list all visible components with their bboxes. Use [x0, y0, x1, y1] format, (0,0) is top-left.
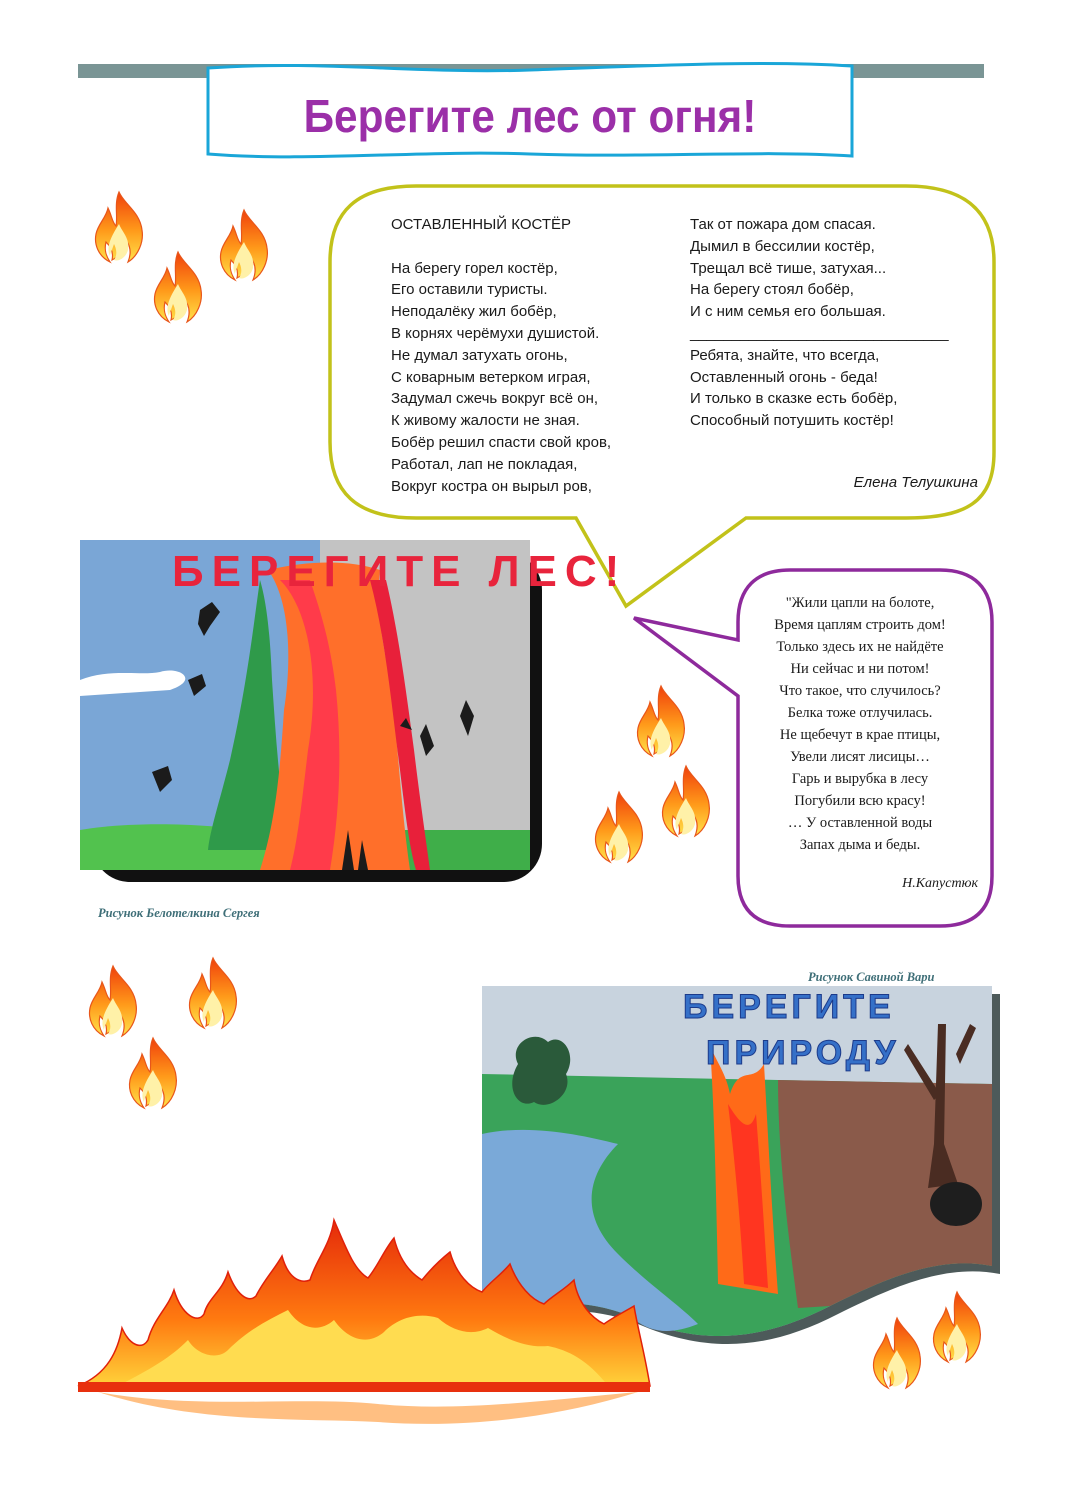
poem-line: К живому жалости не зная.: [391, 412, 580, 430]
poem-line: На берегу горел костёр,: [391, 259, 558, 277]
flame-icon: [655, 764, 717, 842]
poem-line: Трещал всё тише, затухая...: [690, 259, 887, 277]
flame-icon: [588, 790, 650, 868]
page-title: Берегите лес от огня!: [303, 90, 757, 142]
poem-line: И только в сказке есть бобёр,: [690, 390, 898, 408]
poem-line: В корнях черёмухи душистой.: [391, 324, 600, 342]
poem-line: "Жили цапли на болоте,: [785, 595, 935, 611]
poem-line: Так от пожара дом спасая.: [690, 216, 876, 233]
poem-line: Запах дыма и беды.: [799, 837, 921, 853]
poem1-column-2: [690, 214, 949, 432]
drawing2-painted-text-1: БЕРЕГИТЕ: [683, 988, 895, 1026]
poem-line: И с ним семья его большая.: [690, 303, 886, 321]
poem-line: Что такое, что случилось?: [779, 683, 941, 699]
poem-line: Ни сейчас и ни потом!: [790, 661, 930, 677]
drawing2-caption: Рисунок Савиной Вари: [808, 970, 935, 984]
poem-line: Его оставили туристы.: [391, 281, 548, 299]
poem-line: Не щебечут в крае птицы,: [779, 727, 941, 743]
fire-border: [78, 1200, 650, 1460]
poem-line: Не думал затухать огонь,: [391, 346, 568, 364]
drawing1-caption: Рисунок Белотелкина Сергея: [98, 906, 260, 920]
poem-line: Увели лисят лисицы…: [790, 749, 930, 765]
poem1-column-1: [391, 214, 611, 497]
poem-line: Способный потушить костёр!: [690, 412, 894, 430]
poem-line: Ребята, знайте, что всегда,: [690, 346, 880, 364]
poem-line: Гарь и вырубка в лесу: [791, 771, 929, 787]
flame-icon: [213, 208, 275, 286]
poem-line: Время цаплям строить дом!: [774, 617, 946, 633]
poem-line: Дымил в бессилии костёр,: [690, 237, 875, 255]
poem-divider: _______________________________: [690, 324, 949, 342]
flame-icon: [630, 684, 692, 762]
poem-line: На берегу стоял бобёр,: [690, 281, 854, 299]
poem-line: С коварным ветерком играя,: [391, 368, 591, 386]
poem2-text: [740, 592, 980, 856]
poem-line: Оставленный огонь - беда!: [690, 368, 878, 386]
poem-line: Погубили всю красу!: [794, 793, 926, 809]
flame-icon: [926, 1290, 988, 1368]
poem1-title: ОСТАВЛЕННЫЙ КОСТЁР: [391, 216, 571, 233]
flame-icon: [122, 1036, 184, 1114]
poem1-author: Елена Телушкина: [853, 474, 978, 491]
poem-line: … У оставленной воды: [787, 815, 933, 831]
poem-line: Работал, лап не покладая,: [391, 455, 578, 473]
poem-line: Неподалёку жил бобёр,: [391, 303, 557, 321]
flame-icon: [147, 250, 209, 328]
poem-line: Бобёр решил спасти свой кров,: [391, 433, 612, 451]
flame-icon: [182, 956, 244, 1034]
flame-icon: [82, 964, 144, 1042]
flame-icon: [866, 1316, 928, 1394]
drawing-belotelkin: [80, 540, 628, 870]
drawing2-painted-text-2: ПРИРОДУ: [706, 1034, 900, 1072]
poem-line: Вокруг костра он вырыл ров,: [391, 477, 592, 495]
poem-line: Только здесь их не найдёте: [776, 639, 944, 655]
drawing1-painted-text: БЕРЕГИТЕ ЛЕС!: [172, 547, 628, 596]
poem2-author: Н.Капустюк: [902, 876, 978, 891]
poem-line: Белка тоже отлучилась.: [787, 705, 933, 721]
flame-icon: [88, 190, 150, 268]
poem-line: Задумал сжечь вокруг всё он,: [391, 390, 599, 408]
